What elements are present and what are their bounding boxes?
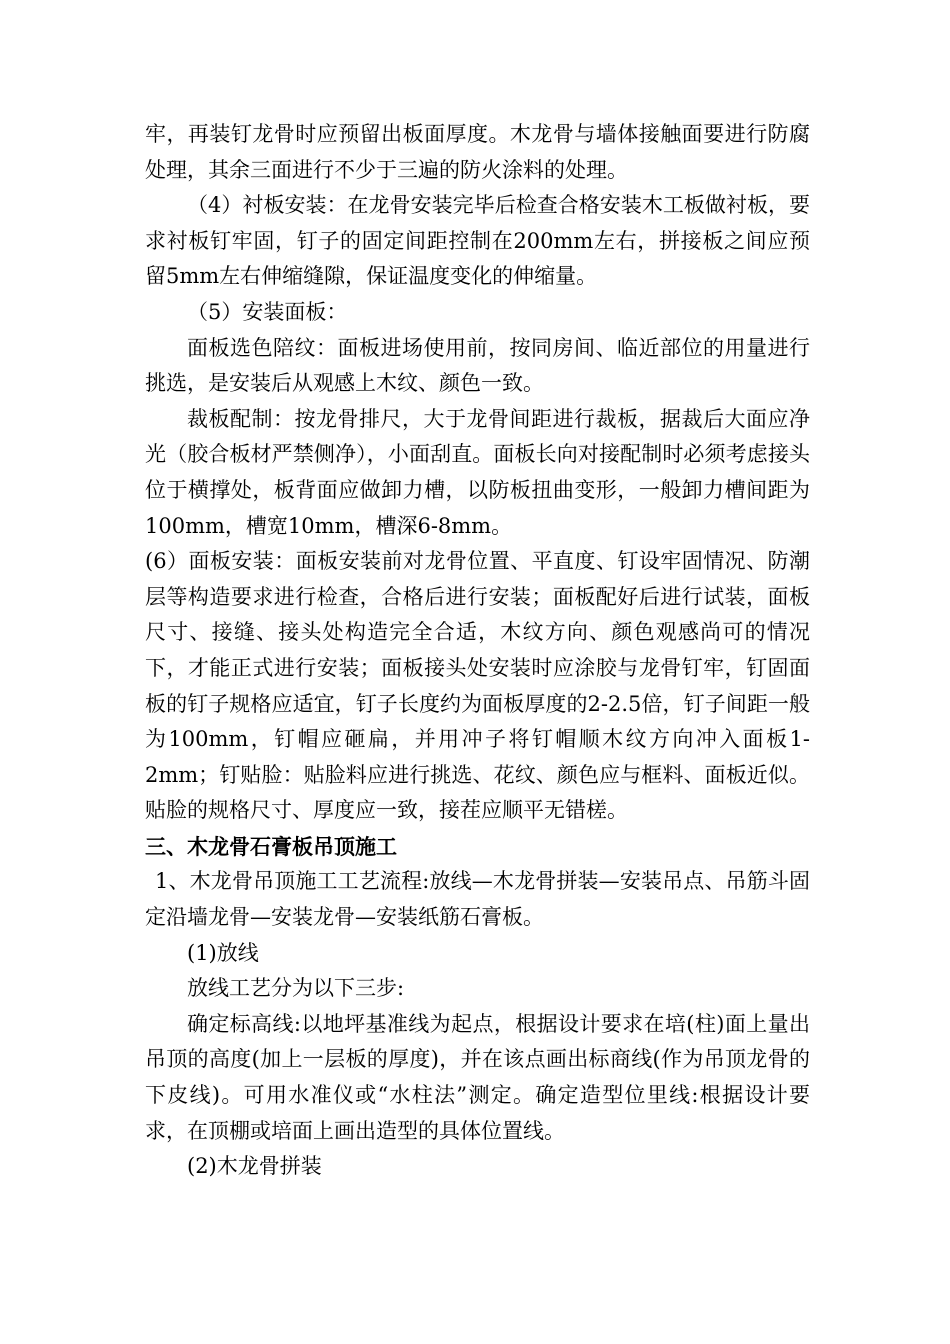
section-heading-ceiling: 三、木龙骨石膏板吊顶施工 — [145, 833, 397, 859]
paragraph-backing-board: （4）衬板安装：在龙骨安装完毕后检查合格安装木工板做衬板，要求衬板钉牢固，钉子的固定间距控制在200mm左右，拼接板之间应预留5mm左右伸缩缝隙，保证温度变化的伸缩量。 — [145, 193, 810, 289]
paragraph-elevation-line: 确定标高线:以地坪基准线为起点，根据设计要求在培(柱)面上量出吊顶的高度(加上一层板的厚度)，并在该点画出标商线(作为吊顶龙骨的下皮线)。可用水准仪或“水柱法”测定。确定造型位里线:根据设计要求，在顶棚或培面上画出造型的具体位置线。 — [145, 1011, 810, 1143]
document-body — [145, 117, 810, 1185]
paragraph-keel-treatment: 牢，再装钉龙骨时应预留出板面厚度。木龙骨与墙体接触面要进行防腐处理，其余三面进行不少于三遍的防火涂料的处理。 — [145, 122, 810, 182]
paragraph-ceiling-process: 1、木龙骨吊顶施工工艺流程:放线—木龙骨拼装—安装吊点、吊筋斗固定沿墙龙骨—安装龙骨—安装纸筋石膏板。 — [145, 869, 810, 930]
paragraph-panel-installation: (6）面板安装：面板安装前对龙骨位置、平直度、钉设牢固情况、防潮层等构造要求进行检查，合格后进行安装；面板配好后进行试装，面板尺寸、接缝、接头处构造完全合适，木纹方向、颜色观感尚可的情况下，才能正式进行安装；面板接头处安装时应涂胶与龙骨钉牢，钉固面板的钉子规格应适宜，钉子长度约为面板厚度的2-2.5倍，钉子间距一般为100mm，钉帽应砸扁，并用冲子将钉帽顺木纹方向冲入面板1-2mm；钉贴脸：贴脸料应进行挑选、花纹、颜色应与框料、面板近似。贴脸的规格尺寸、厚度应一致，接茬应顺平无错槎。 — [145, 549, 810, 823]
paragraph-keel-assembly-heading: (2)木龙骨拼装 — [187, 1154, 322, 1179]
paragraph-install-panel-heading: （5）安装面板： — [187, 299, 348, 324]
paragraph-setting-out-steps: 放线工艺分为以下三步: — [187, 976, 405, 1001]
paragraph-panel-cutting: 裁板配制：按龙骨排尺，大于龙骨间距进行裁板，据裁后大面应净光（胶合板材严禁侧净），小面刮直。面板长向对接配制时必须考虑接头位于横撑处，板背面应做卸力槽，以防板扭曲变形，一般卸力槽间距为100mm，槽宽10mm，槽深6-8mm。 — [145, 406, 810, 538]
paragraph-setting-out-heading: (1)放线 — [187, 940, 259, 965]
paragraph-panel-color-selection: 面板选色陪纹：面板进场使用前，按同房间、临近部位的用量进行挑选，是安装后从观感上木纹、颜色一致。 — [145, 335, 810, 396]
